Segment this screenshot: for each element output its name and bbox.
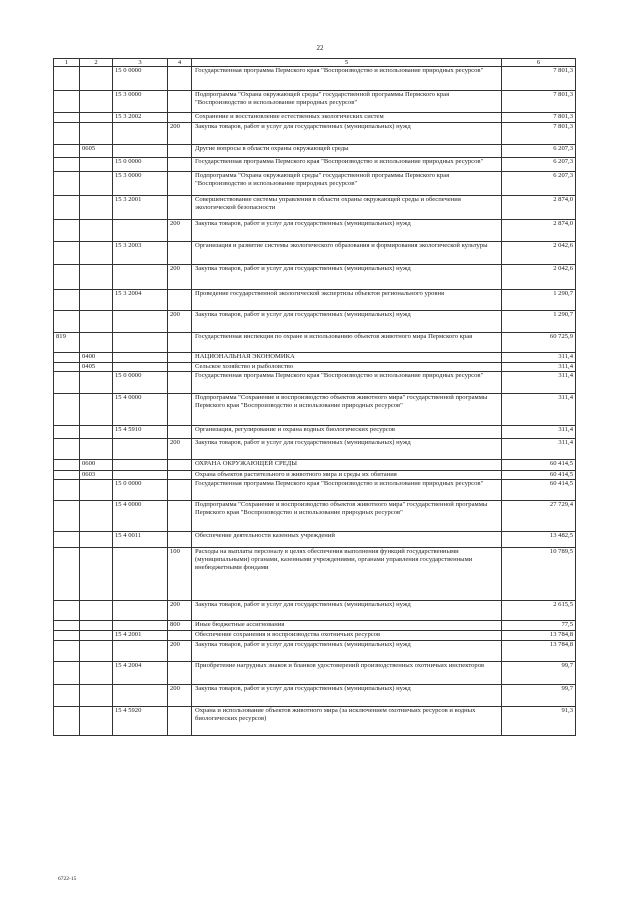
col-4-type <box>168 460 192 471</box>
table-row <box>54 372 576 394</box>
col-6-amount: 311,4 <box>502 426 576 439</box>
col-5-description: Закупка товаров, работ и услуг для государственных (муниципальных) нужд <box>192 123 502 145</box>
col-2-section <box>80 548 113 601</box>
table-row <box>54 353 576 363</box>
col-3-target: 15 4 5910 <box>113 426 168 439</box>
col-3-target: 15 4 0011 <box>113 532 168 548</box>
col-6-amount: 1 290,7 <box>502 311 576 333</box>
col-1-code <box>54 353 80 363</box>
table-row <box>54 363 576 372</box>
col-6-amount: 13 784,8 <box>502 631 576 641</box>
col-6-amount: 77,5 <box>502 621 576 631</box>
col-2-section <box>80 707 113 736</box>
col-3-target <box>113 601 168 621</box>
col-4-type: 200 <box>168 311 192 333</box>
col-1-code <box>54 265 80 290</box>
col-2-section <box>80 91 113 113</box>
col-5-description: Закупка товаров, работ и услуг для государственных (муниципальных) нужд <box>192 265 502 290</box>
col-3-target: 15 0 0000 <box>113 158 168 172</box>
col-5-description: Подпрограмма "Охрана окружающей среды" государственной программы Пермского края "Воспроизводство и использование природных ресурсов" <box>192 91 502 113</box>
col-4-type: 200 <box>168 265 192 290</box>
col-6-amount: 60 414,5 <box>502 480 576 501</box>
col-2-section <box>80 172 113 196</box>
col-3-target: 15 4 0000 <box>113 501 168 532</box>
header-col-6: 6 <box>502 59 576 67</box>
col-6-amount: 60 414,5 <box>502 471 576 480</box>
col-3-target: 15 0 0000 <box>113 480 168 501</box>
col-1-code <box>54 601 80 621</box>
table-row <box>54 145 576 158</box>
col-1-code <box>54 641 80 662</box>
col-3-target: 15 4 0000 <box>113 394 168 426</box>
col-6-amount: 60 725,9 <box>502 333 576 353</box>
col-2-section <box>80 220 113 242</box>
col-5-description: Другие вопросы в области охраны окружающей среды <box>192 145 502 158</box>
col-5-description: Организация и развитие системы экологического образования и формирования экологической культуры <box>192 242 502 265</box>
col-2-section <box>80 501 113 532</box>
header-col-5: 5 <box>192 59 502 67</box>
col-1-code <box>54 532 80 548</box>
col-6-amount: 13 784,8 <box>502 641 576 662</box>
col-4-type: 200 <box>168 439 192 460</box>
col-4-type <box>168 333 192 353</box>
header-col-2: 2 <box>80 59 113 67</box>
col-2-section <box>80 426 113 439</box>
col-4-type: 200 <box>168 220 192 242</box>
col-4-type <box>168 532 192 548</box>
col-1-code <box>54 290 80 311</box>
table-row <box>54 460 576 471</box>
col-2-section: 0603 <box>80 471 113 480</box>
col-6-amount: 7 801,3 <box>502 91 576 113</box>
col-2-section <box>80 621 113 631</box>
header-col-1: 1 <box>54 59 80 67</box>
col-6-amount: 7 801,3 <box>502 113 576 123</box>
col-2-section <box>80 394 113 426</box>
col-5-description: Сельское хозяйство и рыболовство <box>192 363 502 372</box>
col-5-description: Государственная программа Пермского края "Воспроизводство и использование природных ресурсов" <box>192 480 502 501</box>
col-4-type: 200 <box>168 123 192 145</box>
col-5-description: Закупка товаров, работ и услуг для государственных (муниципальных) нужд <box>192 641 502 662</box>
table-row <box>54 311 576 333</box>
col-2-section <box>80 265 113 290</box>
col-3-target: 15 3 2002 <box>113 113 168 123</box>
table-row <box>54 662 576 685</box>
col-5-description: Закупка товаров, работ и услуг для государственных (муниципальных) нужд <box>192 220 502 242</box>
col-6-amount: 311,4 <box>502 372 576 394</box>
col-3-target: 15 3 0000 <box>113 172 168 196</box>
col-1-code <box>54 123 80 145</box>
col-1-code <box>54 172 80 196</box>
col-3-target <box>113 220 168 242</box>
col-3-target <box>113 460 168 471</box>
table-row <box>54 631 576 641</box>
col-4-type: 800 <box>168 621 192 631</box>
col-5-description: Расходы на выплаты персоналу в целях обеспечения выполнения функций государственными (муниципальными) органами, казенными учреждениями, органами управления государственными внебюджетными фондами <box>192 548 502 601</box>
col-1-code <box>54 311 80 333</box>
col-2-section <box>80 439 113 460</box>
col-6-amount: 1 290,7 <box>502 290 576 311</box>
col-6-amount: 311,4 <box>502 353 576 363</box>
table-body <box>54 67 576 736</box>
col-2-section <box>80 685 113 707</box>
table-row <box>54 123 576 145</box>
table-row <box>54 501 576 532</box>
col-5-description: Иные бюджетные ассигнования <box>192 621 502 631</box>
table-row <box>54 480 576 501</box>
col-3-target <box>113 145 168 158</box>
col-2-section: 0405 <box>80 363 113 372</box>
col-2-section <box>80 372 113 394</box>
table-row <box>54 91 576 113</box>
col-3-target: 15 3 2003 <box>113 242 168 265</box>
col-4-type: 200 <box>168 641 192 662</box>
col-4-type <box>168 501 192 532</box>
col-6-amount: 311,4 <box>502 394 576 426</box>
col-1-code <box>54 242 80 265</box>
col-4-type <box>168 394 192 426</box>
table-row <box>54 439 576 460</box>
col-6-amount: 2 874,0 <box>502 220 576 242</box>
col-4-type <box>168 91 192 113</box>
col-1-code <box>54 67 80 91</box>
col-2-section <box>80 290 113 311</box>
col-3-target <box>113 123 168 145</box>
col-5-description: Подпрограмма "Сохранение и воспроизводство объектов животного мира" государственной программы Пермского края "Воспроизводство и использование природных ресурсов" <box>192 394 502 426</box>
table-row <box>54 265 576 290</box>
col-3-target: 15 3 0000 <box>113 91 168 113</box>
col-1-code <box>54 480 80 501</box>
col-5-description: Государственная инспекция по охране и использованию объектов животного мира Пермского края <box>192 333 502 353</box>
table-row <box>54 426 576 439</box>
budget-table <box>53 58 576 736</box>
col-4-type: 200 <box>168 601 192 621</box>
col-6-amount: 10 789,5 <box>502 548 576 601</box>
col-3-target <box>113 471 168 480</box>
col-5-description: Закупка товаров, работ и услуг для государственных (муниципальных) нужд <box>192 601 502 621</box>
table-row <box>54 471 576 480</box>
col-6-amount: 2 042,6 <box>502 242 576 265</box>
col-1-code <box>54 394 80 426</box>
col-5-description: Сохранение и восстановление естественных экологических систем <box>192 113 502 123</box>
col-4-type <box>168 471 192 480</box>
col-2-section <box>80 311 113 333</box>
col-4-type <box>168 363 192 372</box>
col-4-type: 100 <box>168 548 192 601</box>
col-5-description: Обеспечение деятельности казенных учреждений <box>192 532 502 548</box>
col-1-code <box>54 220 80 242</box>
col-6-amount: 7 801,3 <box>502 123 576 145</box>
col-5-description: Государственная программа Пермского края "Воспроизводство и использование природных ресурсов" <box>192 67 502 91</box>
table-row <box>54 158 576 172</box>
col-4-type <box>168 662 192 685</box>
col-2-section <box>80 196 113 220</box>
col-6-amount: 6 207,3 <box>502 158 576 172</box>
col-3-target <box>113 641 168 662</box>
col-4-type <box>168 113 192 123</box>
col-1-code <box>54 662 80 685</box>
col-4-type <box>168 631 192 641</box>
col-1-code <box>54 426 80 439</box>
col-3-target <box>113 311 168 333</box>
col-6-amount: 2 874,0 <box>502 196 576 220</box>
col-1-code: 819 <box>54 333 80 353</box>
col-5-description: Охрана и использование объектов животного мира (за исключением охотничьих ресурсов и водных биологических ресурсов) <box>192 707 502 736</box>
col-1-code <box>54 631 80 641</box>
table-row <box>54 67 576 91</box>
col-4-type <box>168 158 192 172</box>
header-col-4: 4 <box>168 59 192 67</box>
col-1-code <box>54 707 80 736</box>
col-3-target: 15 4 2004 <box>113 662 168 685</box>
col-1-code <box>54 548 80 601</box>
col-1-code <box>54 363 80 372</box>
table-row <box>54 333 576 353</box>
col-3-target <box>113 548 168 601</box>
col-4-type <box>168 353 192 363</box>
col-2-section <box>80 123 113 145</box>
col-2-section <box>80 532 113 548</box>
col-2-section <box>80 333 113 353</box>
col-3-target <box>113 621 168 631</box>
col-1-code <box>54 460 80 471</box>
col-2-section <box>80 662 113 685</box>
col-4-type <box>168 290 192 311</box>
col-2-section: 0605 <box>80 145 113 158</box>
table-row <box>54 685 576 707</box>
table-row <box>54 601 576 621</box>
table-row <box>54 707 576 736</box>
table-row <box>54 548 576 601</box>
col-5-description: Охрана объектов растительного и животного мира и среды их обитания <box>192 471 502 480</box>
table-row <box>54 290 576 311</box>
col-6-amount: 7 801,3 <box>502 67 576 91</box>
col-2-section <box>80 113 113 123</box>
col-1-code <box>54 196 80 220</box>
col-6-amount: 91,3 <box>502 707 576 736</box>
col-3-target <box>113 439 168 460</box>
col-1-code <box>54 372 80 394</box>
table-row <box>54 196 576 220</box>
col-1-code <box>54 685 80 707</box>
col-2-section <box>80 641 113 662</box>
col-5-description: Государственная программа Пермского края "Воспроизводство и использование природных ресурсов" <box>192 372 502 394</box>
col-2-section <box>80 242 113 265</box>
col-5-description: Закупка товаров, работ и услуг для государственных (муниципальных) нужд <box>192 685 502 707</box>
col-6-amount: 13 482,5 <box>502 532 576 548</box>
col-1-code <box>54 439 80 460</box>
col-2-section <box>80 631 113 641</box>
col-5-description: Закупка товаров, работ и услуг для государственных (муниципальных) нужд <box>192 439 502 460</box>
col-3-target <box>113 265 168 290</box>
table-row <box>54 641 576 662</box>
col-4-type <box>168 480 192 501</box>
col-6-amount: 60 414,5 <box>502 460 576 471</box>
col-3-target <box>113 363 168 372</box>
table-row <box>54 532 576 548</box>
table-header-row <box>54 59 576 67</box>
col-1-code <box>54 91 80 113</box>
col-5-description: Обеспечение сохранения и воспроизводства охотничьих ресурсов <box>192 631 502 641</box>
col-2-section: 0600 <box>80 460 113 471</box>
col-3-target: 15 4 5920 <box>113 707 168 736</box>
col-6-amount: 6 207,3 <box>502 145 576 158</box>
col-4-type <box>168 242 192 265</box>
col-6-amount: 2 615,5 <box>502 601 576 621</box>
footer-code: 6722-15 <box>58 876 77 882</box>
col-3-target <box>113 685 168 707</box>
col-3-target: 15 0 0000 <box>113 67 168 91</box>
col-1-code <box>54 158 80 172</box>
col-5-description: Организация, регулирование и охрана водных биологических ресурсов <box>192 426 502 439</box>
table-row <box>54 113 576 123</box>
page-number: 22 <box>316 44 324 52</box>
col-5-description: Проведение государственной экологической экспертизы объектов регионального уровня <box>192 290 502 311</box>
col-5-description: Подпрограмма "Охрана окружающей среды" государственной программы Пермского края "Воспроизводство и использование природных ресурсов" <box>192 172 502 196</box>
col-3-target: 15 0 0000 <box>113 372 168 394</box>
col-6-amount: 99,7 <box>502 662 576 685</box>
col-6-amount: 27 729,4 <box>502 501 576 532</box>
col-4-type: 200 <box>168 685 192 707</box>
col-6-amount: 6 207,3 <box>502 172 576 196</box>
col-4-type <box>168 196 192 220</box>
col-2-section <box>80 601 113 621</box>
col-2-section <box>80 480 113 501</box>
col-3-target: 15 3 2001 <box>113 196 168 220</box>
table-row <box>54 621 576 631</box>
col-4-type <box>168 707 192 736</box>
col-3-target <box>113 333 168 353</box>
col-5-description: Приобретение нагрудных знаков и бланков удостоверений производственных охотничьих инспекторов <box>192 662 502 685</box>
col-3-target <box>113 353 168 363</box>
col-4-type <box>168 172 192 196</box>
col-2-section <box>80 158 113 172</box>
col-1-code <box>54 501 80 532</box>
col-6-amount: 99,7 <box>502 685 576 707</box>
col-4-type <box>168 67 192 91</box>
table-row <box>54 394 576 426</box>
col-2-section: 0400 <box>80 353 113 363</box>
header-col-3: 3 <box>113 59 168 67</box>
col-5-description: Государственная программа Пермского края "Воспроизводство и использование природных ресурсов" <box>192 158 502 172</box>
col-5-description: ОХРАНА ОКРУЖАЮЩЕЙ СРЕДЫ <box>192 460 502 471</box>
col-4-type <box>168 145 192 158</box>
col-1-code <box>54 471 80 480</box>
col-5-description: Закупка товаров, работ и услуг для государственных (муниципальных) нужд <box>192 311 502 333</box>
col-6-amount: 2 042,6 <box>502 265 576 290</box>
col-5-description: Подпрограмма "Сохранение и воспроизводство объектов животного мира" государственной программы Пермского края "Воспроизводство и использование природных ресурсов" <box>192 501 502 532</box>
col-1-code <box>54 621 80 631</box>
col-6-amount: 311,4 <box>502 439 576 460</box>
col-5-description: НАЦИОНАЛЬНАЯ ЭКОНОМИКА <box>192 353 502 363</box>
col-4-type <box>168 372 192 394</box>
col-1-code <box>54 113 80 123</box>
col-3-target: 15 4 2001 <box>113 631 168 641</box>
col-4-type <box>168 426 192 439</box>
col-5-description: Совершенствование системы управления в области охраны окружающей среды и обеспечения экологической безопасности <box>192 196 502 220</box>
col-1-code <box>54 145 80 158</box>
table-row <box>54 220 576 242</box>
table-row <box>54 172 576 196</box>
table-row <box>54 242 576 265</box>
col-3-target: 15 3 2004 <box>113 290 168 311</box>
col-2-section <box>80 67 113 91</box>
col-6-amount: 311,4 <box>502 363 576 372</box>
